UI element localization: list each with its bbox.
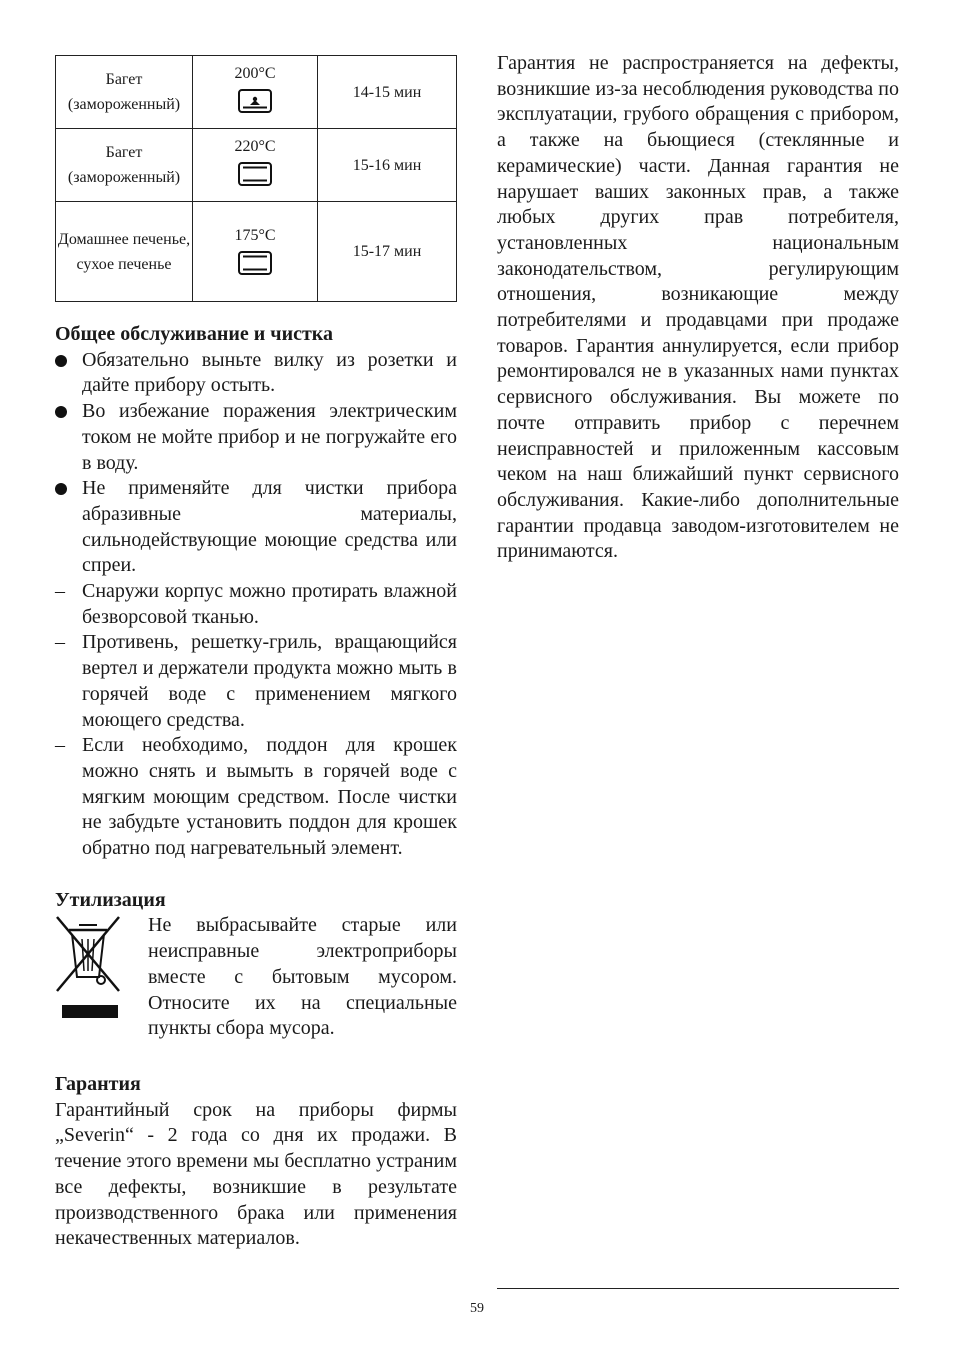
table-row: [56, 56, 457, 129]
warranty-text-left: Гарантийный срок на приборы фирмы „Severin“ - 2 года со дня их продажи. В течение этого времени мы бесплатно устраним все дефекты, возникшие в результате производственного брака или применения некачественных материалов.: [55, 1098, 457, 1250]
temperature-value: 220°C: [234, 138, 276, 155]
page-number: 59: [470, 1301, 484, 1316]
crossed-bin-icon: [55, 915, 121, 1019]
time-cell: 15-16 мин: [318, 129, 457, 202]
time-cell: 14-15 мин: [318, 56, 457, 129]
fan-oven-icon: [238, 89, 272, 113]
table-row: [56, 129, 457, 202]
left-column: [55, 55, 457, 1252]
list-item: – Если необходимо, поддон для крошек можно снять и вымыть в горячей воде с мягким моющим средством. После чистки не забудьте установить поддон для крошек обратно под нагревательный элемент.: [55, 734, 457, 860]
food-cell: Багет (замороженный): [56, 56, 193, 129]
time-cell: 15-17 мин: [318, 202, 457, 302]
top-bottom-heat-icon: [238, 251, 272, 275]
list-item: Во избежание поражения электрическим током не мойте прибор и не погружайте его в воду.: [55, 399, 457, 476]
warranty-heading: Гарантия: [55, 1072, 141, 1095]
disposal-text: Не выбрасывайте старые или неисправные электроприборы вместе с бытовым мусором. Относите их на специальные пункты сбора мусора.: [148, 914, 457, 1040]
bullet-icon: [55, 406, 67, 418]
dash-marker: –: [55, 631, 65, 654]
list-item: Обязательно выньте вилку из розетки и дайте прибору остыть.: [55, 348, 457, 399]
cooking-table: [55, 55, 457, 302]
maintenance-heading: Общее обслуживание и чистка: [55, 323, 334, 345]
disposal-section: [55, 913, 457, 1042]
dash-marker: –: [55, 580, 65, 603]
temperature-value: 175°C: [234, 227, 276, 244]
bullet-icon: [55, 483, 67, 495]
temperature-cell: [193, 56, 318, 129]
right-column: [497, 51, 899, 565]
temperature-value: 200°C: [234, 65, 276, 82]
food-cell: Багет (замороженный): [56, 129, 193, 202]
temperature-cell: [193, 202, 318, 302]
top-bottom-heat-icon: [238, 162, 272, 186]
table-row: [56, 202, 457, 302]
bullet-icon: [55, 355, 67, 367]
maintenance-list: [55, 348, 457, 862]
temperature-cell: [193, 129, 318, 202]
disposal-heading: Утилизация: [55, 888, 166, 911]
list-item: Не применяйте для чистки прибора абразивные материалы, сильнодействующие моющие средства или спреи.: [55, 476, 457, 579]
list-item: – Противень, решетку-гриль, вращающийся вертел и держатели продукта можно мыть в горячей воде с применением мягкого моющего средства.: [55, 631, 457, 731]
warranty-text-right: Гарантия не распространяется на дефекты, возникшие из-за несоблюдения руководства по эксплуатации, грубого обращения с прибором, а также на бьющиеся (стеклянные и керамические) части. Данная гарантия не нарушает ваших законных прав, а также любых других прав потребителя, установленных национальным законодательством, регулирующим отношения, возникающие между потребителями и продавцами при продаже товаров. Гарантия аннулируется, если прибор ремонтировался не в указанных нами пунктах сервисного обслуживания. Вы можете по почте отправить прибор с перечнем неисправностей и приложенным кассовым чеком на наш ближайший пункт сервисного обслуживания. Какие-либо дополнительные гарантии продавца заводом-изготовителем не принимаются.: [497, 52, 899, 563]
food-cell: Домашнее печенье, сухое печенье: [56, 202, 193, 302]
list-item: – Снаружи корпус можно протирать влажной безворсовой тканью.: [55, 580, 457, 628]
dash-marker: –: [55, 734, 65, 757]
footer-divider: [497, 1288, 899, 1289]
